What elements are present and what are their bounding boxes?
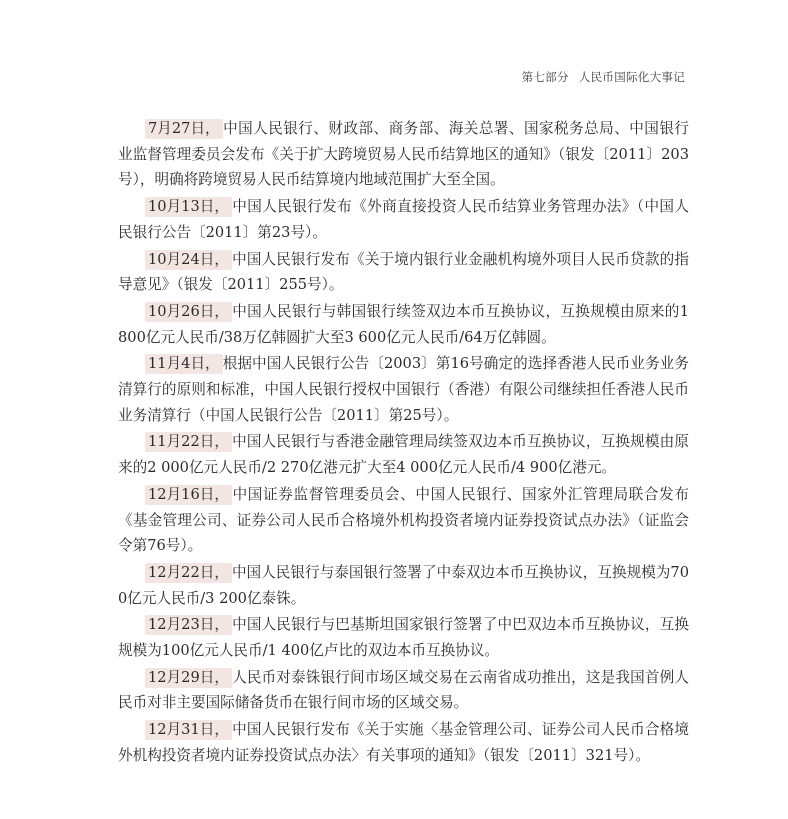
entry-date: 12月29日， bbox=[145, 668, 232, 688]
chronicle-entry bbox=[118, 717, 689, 768]
chronicle-entry bbox=[118, 116, 689, 193]
entry-text: 中国人民银行发布《外商直接投资人民币结算业务管理办法》（中国人民银行公告〔2011〕第23号）。 bbox=[118, 198, 689, 241]
chronicle-entry bbox=[118, 299, 689, 350]
entry-date: 7月27日， bbox=[145, 119, 223, 139]
entry-date: 10月26日， bbox=[145, 302, 232, 322]
entry-text: 中国人民银行与泰国银行签署了中泰双边本币互换协议，互换规模为700亿元人民币/3 200亿泰铢。 bbox=[118, 563, 689, 607]
entry-text: 中国人民银行、财政部、商务部、海关总署、国家税务总局、中国银行业监督管理委员会发布《关于扩大跨境贸易人民币结算地区的通知》（银发〔2011〕203号），明确将跨境贸易人民币结算境内地域范围扩大至全国。 bbox=[118, 120, 689, 189]
entry-date: 12月16日， bbox=[145, 485, 232, 505]
chronicle-entry bbox=[118, 560, 689, 611]
chronicle-entry bbox=[118, 482, 689, 559]
chronicle-entry bbox=[118, 247, 689, 298]
chapter-title: 人民币国际化大事记 bbox=[578, 70, 685, 84]
part-label: 第七部分 bbox=[521, 70, 569, 84]
chronicle-body bbox=[118, 116, 689, 770]
entry-text: 中国人民银行发布《关于境内银行业金融机构境外项目人民币贷款的指导意见》（银发〔2011〕255号）。 bbox=[118, 250, 689, 294]
chronicle-entry bbox=[118, 665, 689, 716]
running-header bbox=[522, 69, 685, 85]
entry-date: 11月4日， bbox=[145, 354, 223, 374]
entry-text: 根据中国人民银行公告〔2003〕第16号确定的选择香港人民币业务业务清算行的原则和标准，中国人民银行授权中国银行（香港）有限公司继续担任香港人民币业务清算行（中国人民银行公告〔2011〕第25号）。 bbox=[118, 355, 689, 424]
entry-text: 中国人民银行与韩国银行续签双边本币互换协议，互换规模由原来的1 800亿元人民币/38万亿韩圆扩大至3 600亿元人民币/64万亿韩圆。 bbox=[118, 302, 689, 346]
entry-date: 10月24日， bbox=[145, 250, 232, 270]
entry-date: 10月13日， bbox=[145, 197, 232, 217]
entry-text: 中国人民银行发布《关于实施〈基金管理公司、证券公司人民币合格境外机构投资者境内证券投资试点办法〉有关事项的通知》（银发〔2011〕321号）。 bbox=[118, 721, 689, 764]
chronicle-entry bbox=[118, 351, 689, 428]
entry-date: 11月22日， bbox=[145, 432, 232, 452]
chronicle-entry bbox=[118, 429, 689, 480]
entry-text: 中国人民银行与香港金融管理局续签双边本币互换协议，互换规模由原来的2 000亿元人民币/2 270亿港元扩大至4 000亿元人民币/4 900亿港元。 bbox=[118, 433, 689, 477]
entry-text: 中国人民银行与巴基斯坦国家银行签署了中巴双边本币互换协议，互换规模为100亿元人民币/1 400亿卢比的双边本币互换协议。 bbox=[118, 616, 689, 660]
chronicle-entry bbox=[118, 194, 689, 245]
entry-text: 人民币对泰铢银行间市场区域交易在云南省成功推出，这是我国首例人民币对非主要国际储备货币在银行间市场的区域交易。 bbox=[118, 668, 689, 712]
entry-date: 12月31日， bbox=[145, 720, 232, 740]
entry-date: 12月22日， bbox=[145, 563, 232, 583]
chronicle-entry bbox=[118, 612, 689, 663]
entry-date: 12月23日， bbox=[145, 615, 232, 635]
entry-text: 中国证券监督管理委员会、中国人民银行、国家外汇管理局联合发布《基金管理公司、证券公司人民币合格境外机构投资者境内证券投资试点办法》（证监会令第76号）。 bbox=[118, 485, 689, 555]
